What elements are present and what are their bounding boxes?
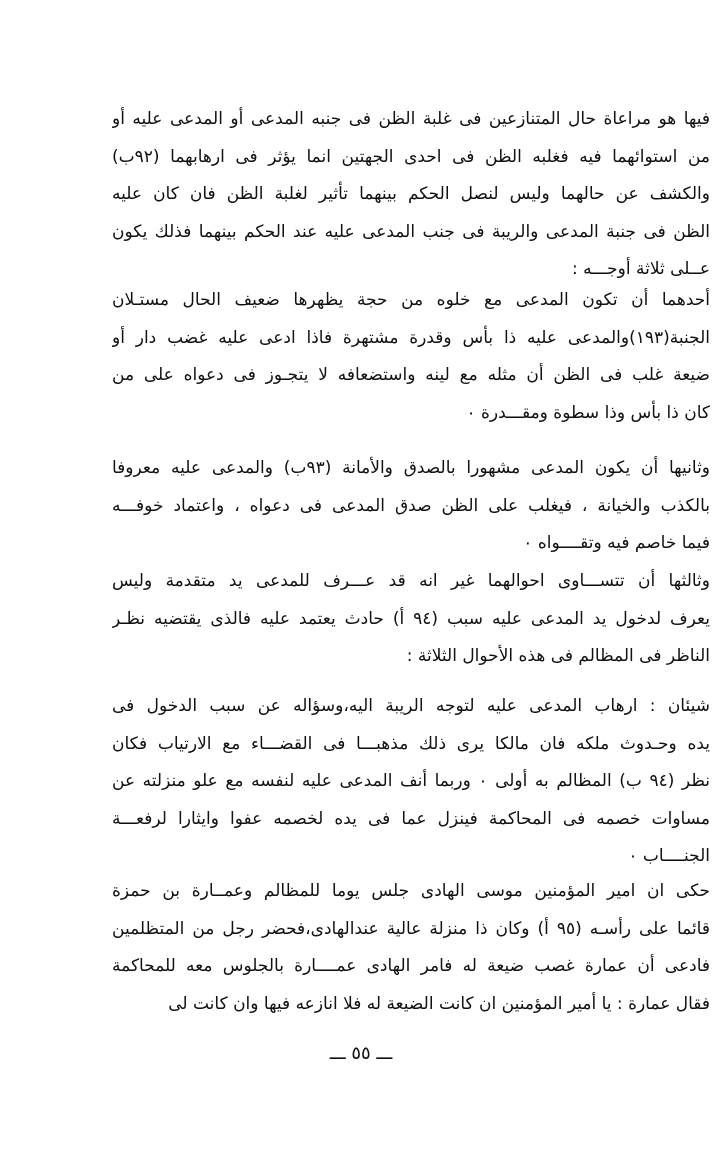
text-line: ضيعة غلب فى الظن أن مثله مع لينه واستضعافه لا يتجـوز فى دعواه على من [112,365,710,385]
text-line: من استوائهما فيه فغلبه الظن فى احدى الجهتين انما يؤثر فى ارهابهما (٩٢ب) [112,146,710,167]
text-line: يده وحـدوث ملكه فان مالكا يرى ذلك مذهبـــا فى القضـــاء مع الارتياب فكان [112,733,710,754]
text-line: عــلى ثلاثة أوجـــه : [571,259,710,279]
text-line: وثانيها أن يكون المدعى مشهورا بالصدق والأمانة (٩٣ب) والمدعى عليه معروفا [112,458,710,478]
text-line: فقال عمارة : يا أمير المؤمنين ان كانت الضيعة له فلا انازعه فيها وان كانت لى [168,993,710,1014]
text-line: يعرف لدخول يد المدعى عليه سبب (٩٤ أ) حادث يعتمد عليه فالذى يقتضيه نظـر [112,608,710,629]
text-line: شيئان : ارهاب المدعى عليه لتوجه الريبة اليه،وسؤاله عن سبب الدخول فى [112,696,710,716]
text-line: كان ذا بأس وذا سطوة ومقـــدرة ٠ [466,402,710,423]
text-line: فادعى أن عمارة غصب ضيعة له فامر الهادى عمــــارة بالجلوس معه للمحاكمة [112,956,710,976]
text-line: أحدهما أن تكون المدعى مع خلوه من حجة يظهرها ضعيف الحال مستـلان [112,290,710,310]
text-line: الجنبة(١٩٣)والمدعى عليه ذا بأس وقدرة مشتهرة فاذا ادعى عليه غضب دار أو [112,327,710,348]
text-line: نظر (٩٤ ب) المظالم به أولى ٠ وربما أنف المدعى عليه لنفسه مع علو منزلته عن [112,771,710,791]
text-line: قائما على رأسـه (٩٥ أ) وكان ذا منزلة عالية عندالهادى،فحضر رجل من المتظلمين [112,918,710,939]
text-line: فيها هو مراعاة حال المتنازعين فى غلبة الظن فى جنبه المدعى أو المدعى عليه أو [112,109,710,129]
text-line: والكشف عن حالهما وليس لنصل الحكم بينهما تأثير لغلبة الظن فان كان عليه [112,184,710,204]
page-number: ـــ ٥٥ ـــ [329,1043,393,1064]
text-line: الظن فى جنبة المدعى والريبة فى جنب المدعى عليه عند الحكم بينهما فذلك يكون [112,221,710,242]
text-line: وثالثها أن تتســـاوى احوالهما غير انه قد عـــرف للمدعى يد متقدمة وليس [112,571,710,591]
text-line: الناظر فى المظالم فى هذه الأحوال الثلاثة : [406,646,710,666]
text-line: فيما خاصم فيه وتقــــواه ٠ [523,533,710,553]
text-line: بالكذب والخيانة ، فيغلب على الظن صدق المدعى فى دعواه ، واعتماد خوفـــه [112,495,710,516]
text-line: الجنــــاب ٠ [628,846,710,866]
text-line: مساوات خصمه فى المحاكمة فينزل عما فى يده لخصمه عفوا وايثارا لرفعـــة [112,808,710,829]
text-line: حكى ان امير المؤمنين موسى الهادى جلس يوما للمظالم وعمــارة بن حمزة [112,881,710,901]
